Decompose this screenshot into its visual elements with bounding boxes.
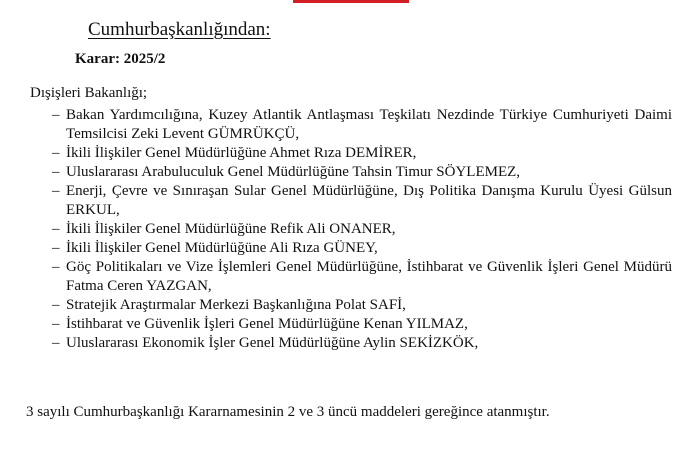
list-dash: –: [52, 335, 60, 351]
appointment-text: İkili İlişkiler Genel Müdürlüğüne Ali Rıza GÜNEY,: [66, 240, 378, 256]
list-dash: –: [52, 240, 60, 256]
appointment-text: Enerji, Çevre ve Sınıraşan Sular Genel Müdürlüğüne, Dış Politika Danışma Kurulu Üyesi Gülsun ERKUL,: [66, 183, 672, 218]
appointment-text: İstihbarat ve Güvenlik İşleri Genel Müdürlüğüne Kenan YILMAZ,: [66, 316, 468, 332]
ministry-intro: Dışişleri Bakanlığı;: [30, 85, 148, 101]
appointment-text: Uluslararası Ekonomik İşler Genel Müdürlüğüne Aylin SEKİZKÖK,: [66, 335, 479, 351]
legal-basis-footer: 3 sayılı Cumhurbaşkanlığı Kararnamesinin 2 ve 3 üncü maddeleri gereğince atanmıştır.: [26, 404, 550, 420]
list-item: [52, 182, 672, 220]
appointment-text: İkili İlişkiler Genel Müdürlüğüne Refik Ali ONANER,: [66, 221, 396, 237]
list-item: [52, 220, 672, 239]
list-dash: –: [52, 183, 60, 199]
list-item: [52, 334, 672, 353]
decision-number: Karar: 2025/2: [75, 51, 166, 67]
appointment-text: Göç Politikaları ve Vize İşlemleri Genel Müdürlüğüne, İstihbarat ve Güvenlik İşleri Genel Müdürü Fatma Ceren YAZGAN,: [66, 259, 672, 294]
appointment-list: [52, 106, 672, 353]
list-item: [52, 144, 672, 163]
list-dash: –: [52, 221, 60, 237]
list-dash: –: [52, 316, 60, 332]
list-dash: –: [52, 297, 60, 313]
list-dash: –: [52, 259, 60, 275]
list-item: [52, 163, 672, 182]
document-heading: Cumhurbaşkanlığından:: [88, 19, 271, 40]
list-item: [52, 106, 672, 144]
list-item: [52, 239, 672, 258]
list-dash: –: [52, 145, 60, 161]
list-item: [52, 296, 672, 315]
list-item: [52, 315, 672, 334]
appointment-text: Uluslararası Arabuluculuk Genel Müdürlüğüne Tahsin Timur SÖYLEMEZ,: [66, 164, 521, 180]
red-header-strip: [293, 0, 409, 3]
appointment-text: İkili İlişkiler Genel Müdürlüğüne Ahmet Rıza DEMİRER,: [66, 145, 417, 161]
list-dash: –: [52, 164, 60, 180]
appointment-text: Stratejik Araştırmalar Merkezi Başkanlığına Polat SAFİ,: [66, 297, 406, 313]
list-dash: –: [52, 107, 60, 123]
appointment-text: Bakan Yardımcılığına, Kuzey Atlantik Antlaşması Teşkilatı Nezdinde Türkiye Cumhuriyeti Daimi Temsilcisi Zeki Levent GÜMRÜKÇÜ,: [66, 107, 672, 142]
list-item: [52, 258, 672, 296]
